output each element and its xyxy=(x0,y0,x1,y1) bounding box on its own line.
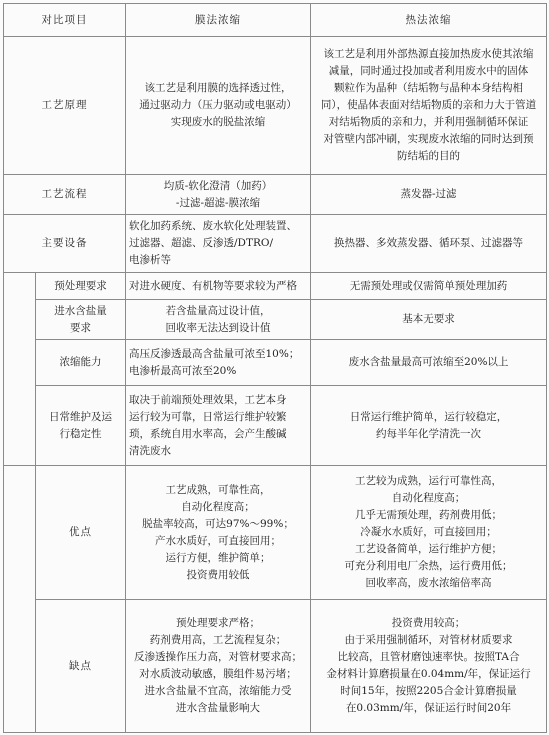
text-line: 时间15年，按照2205合金计算磨损量 xyxy=(340,685,517,697)
text-line: 同），使晶体表面对结垢物质的亲和力大于管道 xyxy=(320,99,537,111)
row-label-salt xyxy=(36,300,126,340)
text-line: 工艺较为成熟，运行可靠性高， xyxy=(355,475,502,487)
row-label-advantages: 优点 xyxy=(36,466,126,600)
cell-thermal-principle xyxy=(311,37,547,175)
text-line: 自动化程度高； xyxy=(181,500,255,513)
cell-membrane-advantages xyxy=(126,466,311,600)
text-line: 投资费用较低 xyxy=(186,568,250,581)
text-line: 废水含盐量最高可浓缩至20%以上 xyxy=(348,356,509,368)
text-line: 对水质波动敏感，膜组件易污堵； xyxy=(139,668,297,680)
cell-membrane-capacity xyxy=(126,340,311,386)
text-line: 均质-软化澄清（加药） xyxy=(163,179,273,192)
text-line: 运行较为可靠，日常运行维护较繁 xyxy=(129,410,287,423)
group-spacer-cell xyxy=(4,466,36,733)
text-line: 蒸发器-过滤 xyxy=(400,188,457,200)
text-line: 预处理要求严格； xyxy=(176,617,260,629)
table-row xyxy=(4,37,547,175)
text-line: 在0.03mm/年，保证运行时间20年 xyxy=(345,702,512,714)
text-line: 冷凝水水质好，可直接回用； xyxy=(360,526,497,538)
text-line: 取决于前端预处理效果，工艺本身 xyxy=(129,393,287,406)
table-row xyxy=(4,466,547,600)
text-line: 进水含盐量不宜高，浓缩能力受 xyxy=(144,685,292,697)
text-line: 工艺成熟，可靠性高， xyxy=(165,483,271,496)
text-line: 该工艺是利用膜的选择透过性， xyxy=(144,82,292,94)
cell-membrane-equipment xyxy=(126,215,311,273)
cell-thermal-equipment xyxy=(311,215,547,273)
text-line: 工艺设备简单，运行维护方便； xyxy=(355,543,502,555)
text-line: 约每半年化学清洗一次 xyxy=(376,427,481,440)
text-line: 对结垢物质的亲和力，并利用强制循环保证 xyxy=(328,116,529,128)
text-line: 换热器、多效蒸发器、循环泵、过滤器等 xyxy=(334,237,523,249)
text-line: 反渗透操作压力高，对管材要求高； xyxy=(134,651,302,663)
text-line: 日常运行维护简单，运行较稳定， xyxy=(349,410,508,423)
row-label-principle: 工艺原理 xyxy=(4,37,126,175)
cell-membrane-pretreat xyxy=(126,273,311,300)
cell-thermal-salt xyxy=(311,300,547,340)
text-line: 电渗析等 xyxy=(129,254,171,266)
text-line: 投资费用较高； xyxy=(391,617,466,629)
cell-thermal-advantages xyxy=(311,466,547,600)
cell-membrane-principle xyxy=(126,37,311,175)
text-line: 比较高，且管材磨蚀速率快。按照TA合 xyxy=(337,651,520,663)
text-line: 基本无要求 xyxy=(402,313,455,325)
cell-thermal-stability xyxy=(311,386,547,466)
text-line: 防结垢的目的 xyxy=(397,150,460,162)
text-line: 由于采用强制循环，对管材材质要求 xyxy=(344,634,513,646)
text-line: 行稳定性 xyxy=(59,427,102,440)
text-line: 减量，同时通过投加或者利用废水中的固体 xyxy=(328,65,529,77)
cell-thermal-capacity xyxy=(311,340,547,386)
header-item: 对比项目 xyxy=(4,4,126,37)
cell-membrane-disadvantages xyxy=(126,600,311,733)
text-line: 实现废水的脱盐浓缩 xyxy=(170,116,266,128)
comparison-table xyxy=(3,3,547,733)
table-row xyxy=(4,340,547,386)
text-line: 产水水质好，可直接回用； xyxy=(155,534,281,547)
row-label-capacity: 浓缩能力 xyxy=(36,340,126,386)
text-line: 几乎无需预处理，药剂费用低； xyxy=(355,509,502,521)
text-line: 通过驱动力（压力驱动或电驱动） xyxy=(139,99,297,111)
text-line: 进水含盐量影响大 xyxy=(176,702,260,714)
table-row xyxy=(4,215,547,273)
text-line: 高压反渗透最高含盐量可浓至10%； xyxy=(129,347,300,360)
text-line: 该工艺是利用外部热源直接加热废水使其浓缩 xyxy=(323,48,534,60)
text-line: 回收率无法达到设计值 xyxy=(165,321,271,334)
cell-membrane-stability xyxy=(126,386,311,466)
text-line: 琐，系统自用水率高，会产生酸碱 xyxy=(129,427,287,440)
text-line: 软化加药系统、废水软化处理装置、 xyxy=(129,220,297,232)
row-label-stability xyxy=(36,386,126,466)
text-line: 电渗析最高可浓至20% xyxy=(129,364,237,377)
row-label-flow: 工艺流程 xyxy=(4,175,126,215)
row-label-equipment: 主要设备 xyxy=(4,215,126,273)
text-line: 过滤器、超滤、反渗透/DTRO/ xyxy=(129,237,274,249)
row-label-disadvantages: 缺点 xyxy=(36,600,126,733)
text-line: 运行方便，维护简单； xyxy=(165,551,271,564)
table-row xyxy=(4,300,547,340)
table-row xyxy=(4,273,547,300)
text-line: 进水含盐量 xyxy=(54,304,107,317)
text-line: 脱盐率较高，可达97%～99%； xyxy=(142,517,294,530)
cell-thermal-disadvantages xyxy=(311,600,547,733)
table-row xyxy=(4,600,547,733)
text-line: 要求 xyxy=(70,321,91,334)
text-line: 日常维护及运 xyxy=(49,410,112,423)
cell-membrane-salt xyxy=(126,300,311,340)
cell-thermal-pretreat xyxy=(311,273,547,300)
cell-membrane-flow xyxy=(126,175,311,215)
text-line: 回收率高，废水浓缩倍率高 xyxy=(365,577,492,589)
header-thermal: 热法浓缩 xyxy=(311,4,547,37)
text-line: 清洗废水 xyxy=(129,444,171,457)
text-line: 金材料计算磨损量在0.04mm/年，保证运行 xyxy=(326,668,531,680)
table-header-row xyxy=(4,4,547,37)
table-row xyxy=(4,386,547,466)
text-line: 若含盐量高过设计值， xyxy=(165,304,271,317)
text-line: 无需预处理或仅需简单预处理加药 xyxy=(349,279,508,292)
text-line: 药剂费用高，工艺流程复杂； xyxy=(149,634,287,646)
text-line: 对管壁内部冲刷，实现废水浓缩的同时达到预 xyxy=(323,133,534,145)
text-line: 自动化程度高； xyxy=(391,492,466,504)
text-line: 可充分利用电厂余热，运行费用低； xyxy=(344,560,513,572)
row-label-pretreat: 预处理要求 xyxy=(36,273,126,300)
text-line: 颗粒作为晶种（结垢物与晶种本身结构相 xyxy=(334,82,523,94)
text-line: -过滤-超滤-膜浓缩 xyxy=(175,196,261,209)
cell-thermal-flow xyxy=(311,175,547,215)
table-row xyxy=(4,175,547,215)
group-spacer-cell xyxy=(4,273,36,466)
text-line: 对进水硬度、有机物等要求较为严格 xyxy=(129,279,297,292)
header-membrane: 膜法浓缩 xyxy=(126,4,311,37)
